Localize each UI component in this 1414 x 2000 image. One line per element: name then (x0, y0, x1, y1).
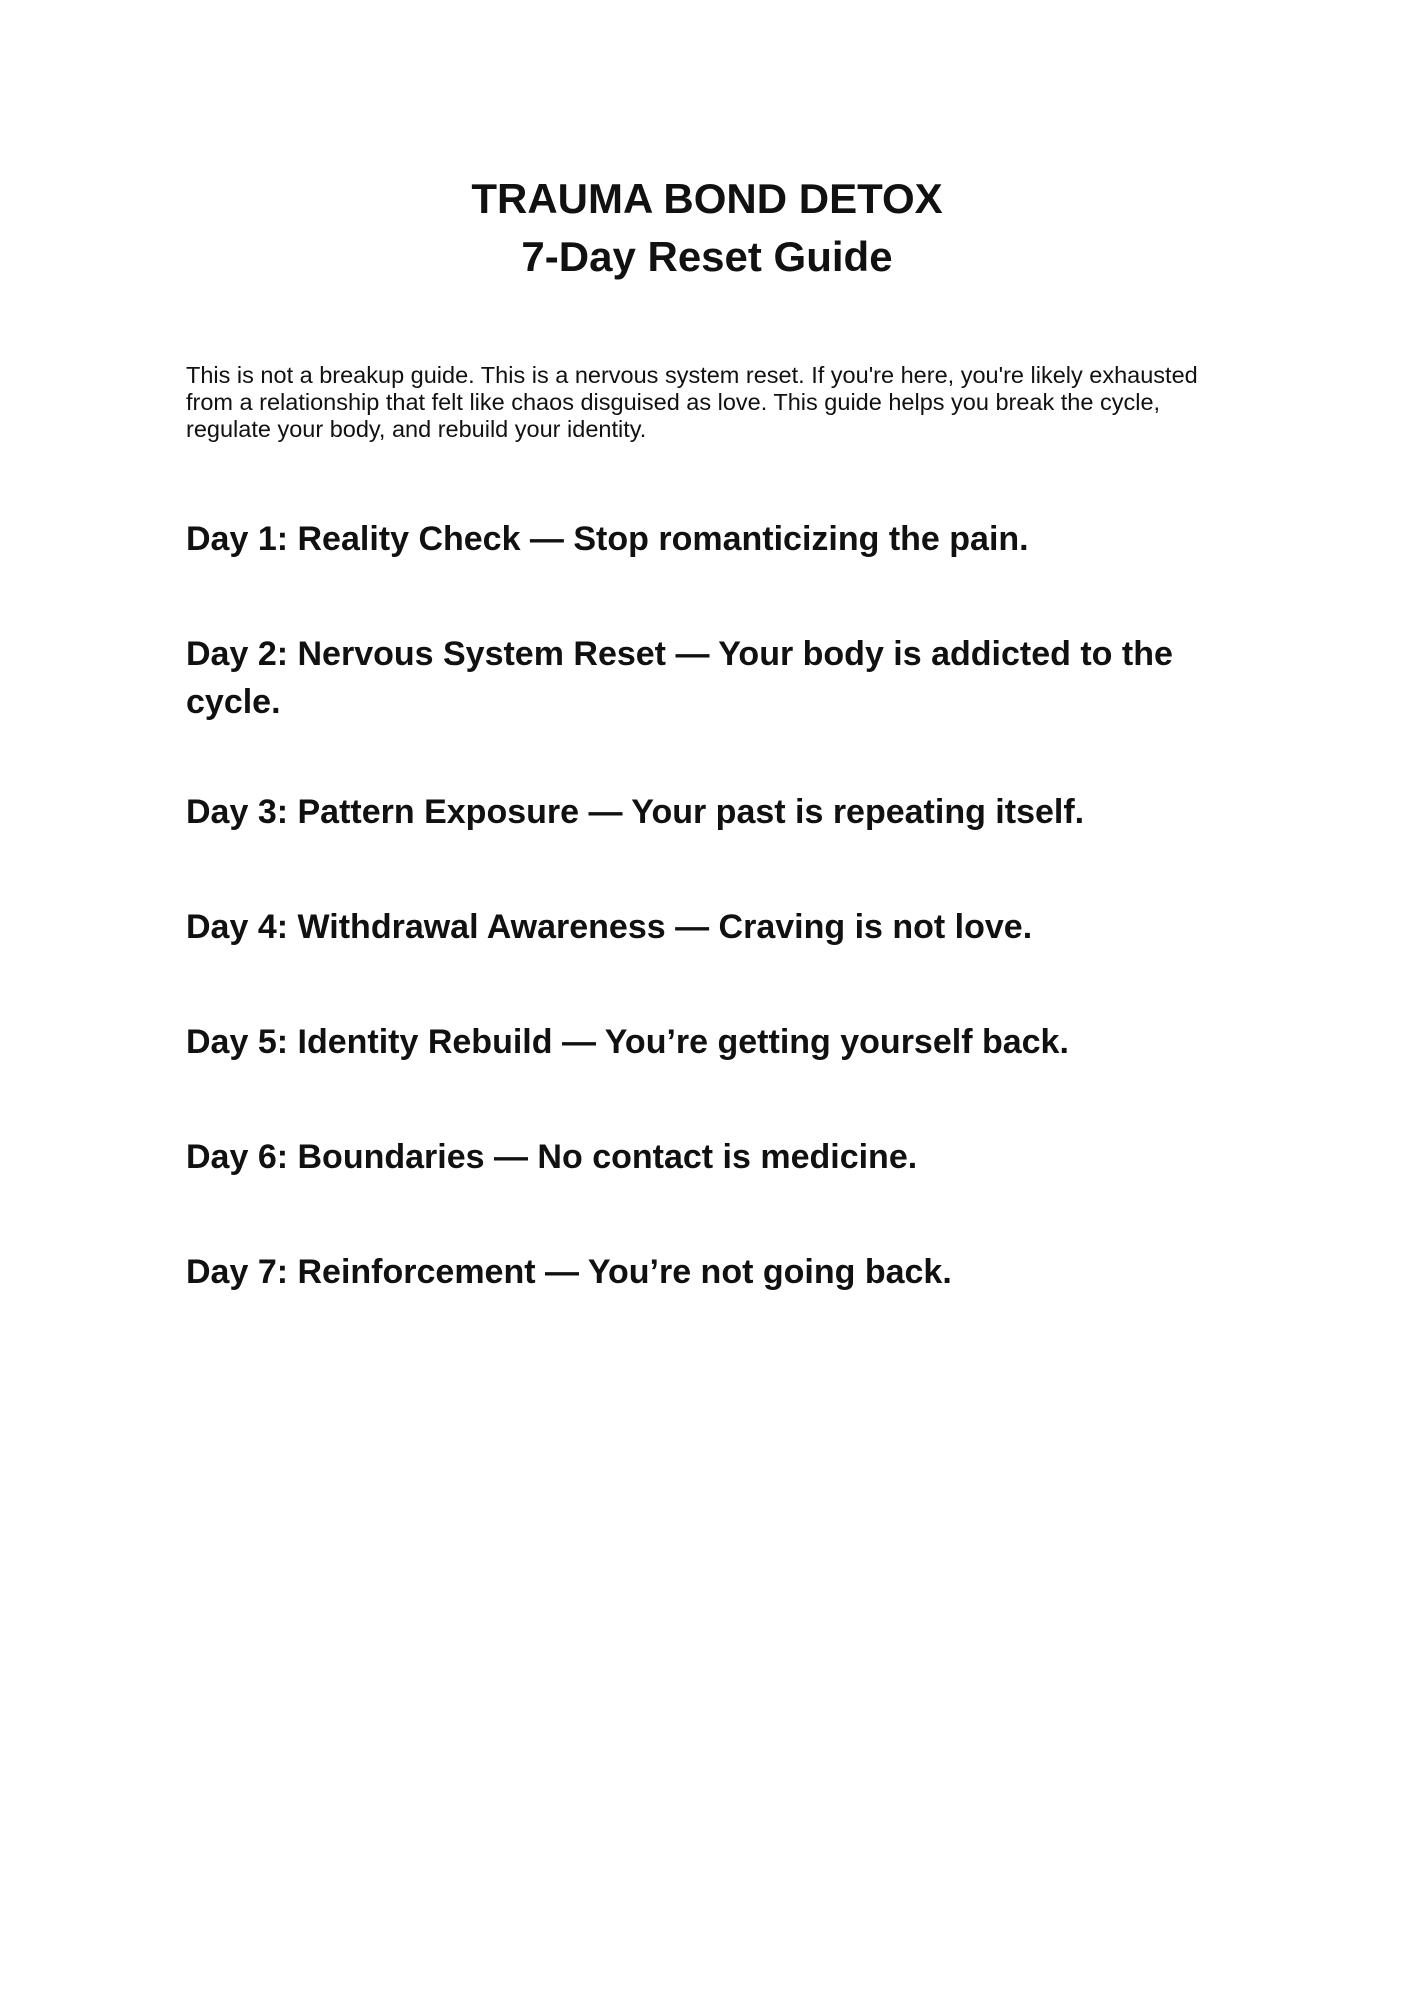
day-4-heading: Day 4: Withdrawal Awareness — Craving is not love. (186, 908, 1033, 946)
day-5-heading: Day 5: Identity Rebuild — You’re getting yourself back. (186, 1023, 1069, 1061)
day-3-heading: Day 3: Pattern Exposure — Your past is repeating itself. (186, 793, 1085, 831)
day-2-heading: Day 2: Nervous System Reset — Your body is addicted to the cycle. (186, 635, 1173, 721)
day-7-heading: Day 7: Reinforcement — You’re not going back. (186, 1253, 952, 1291)
page-title (0, 170, 1414, 286)
title-line-subtitle: 7-Day Reset Guide (521, 233, 893, 280)
title-line-main: TRAUMA BOND DETOX (471, 175, 943, 222)
intro-paragraph: This is not a breakup guide. This is a nervous system reset. If you're here, you're likely exhausted from a relationship that felt like chaos disguised as love. This guide helps you break the cycle, regulate your body, and rebuild your identity. (186, 362, 1198, 442)
day-1-heading: Day 1: Reality Check — Stop romanticizing the pain. (186, 520, 1029, 558)
day-6-heading: Day 6: Boundaries — No contact is medicine. (186, 1138, 918, 1176)
